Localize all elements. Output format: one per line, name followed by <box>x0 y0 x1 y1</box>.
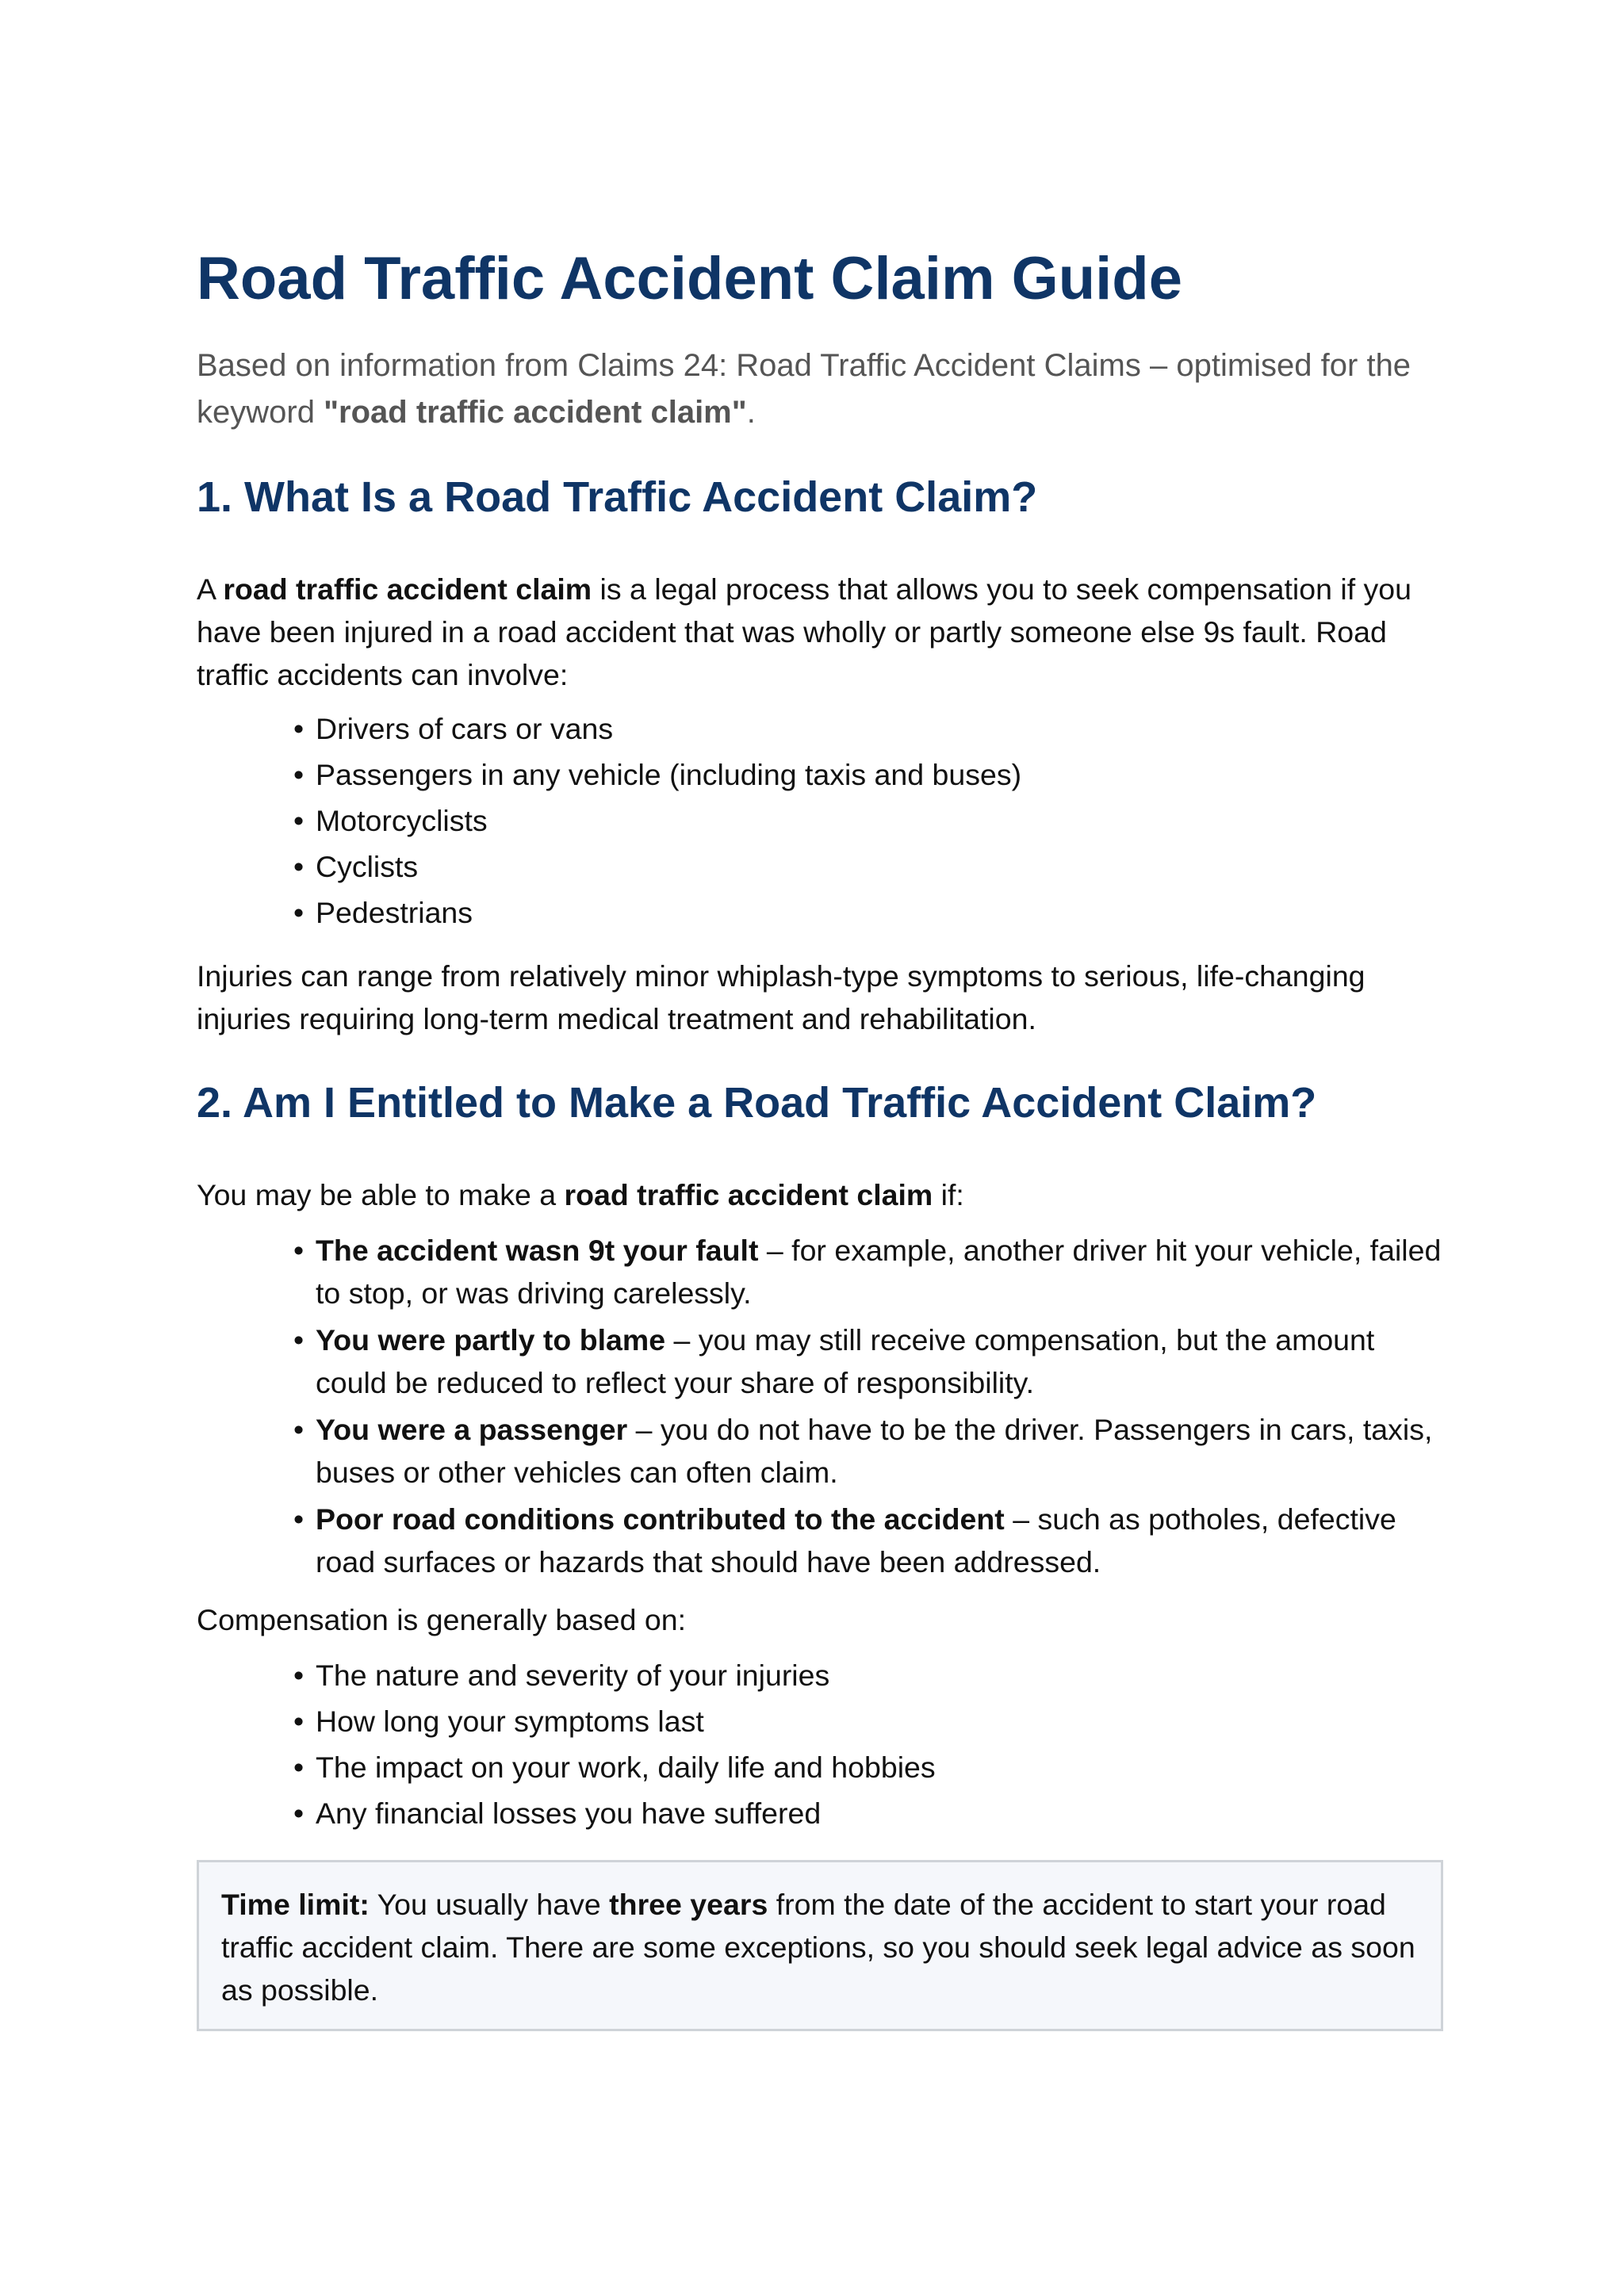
entitlement-criteria-list <box>293 1229 1443 1587</box>
time-limit-note <box>197 1860 1443 2031</box>
section2-intro-rest: if: <box>933 1178 964 1211</box>
section1-outro: Injuries can range from relatively minor whiplash-type symptoms to serious, life-changing injuries requiring long-term medical treatment and rehabilitation. <box>197 959 1365 1035</box>
criterion-text: – you may still receive compensation, but the amount could be reduced to reflect your share of responsibility. <box>316 1323 1375 1399</box>
section2-intro <box>197 1173 1443 1216</box>
list-item <box>293 1318 1443 1404</box>
section2-intro-keyword: road traffic accident claim <box>564 1178 933 1211</box>
compensation-factors-list <box>293 1654 1443 1838</box>
criterion-title: You were partly to blame <box>316 1323 666 1357</box>
time-limit-text-2: from the date of the accident to start your road traffic accident claim. There are some exceptions, so you should seek legal advice as soon as possible. <box>221 1888 1415 2007</box>
subtitle-keyword: "road traffic accident claim" <box>324 395 747 430</box>
criterion-title: You were a passenger <box>316 1413 628 1446</box>
time-limit-duration: three years <box>609 1888 768 1921</box>
list-item <box>293 1498 1443 1583</box>
section2-intro-start: You may be able to make a <box>197 1178 565 1211</box>
list-item: • How long your symptoms last <box>293 1700 1443 1743</box>
list-item: • Drivers of cars or vans <box>293 707 1443 750</box>
criterion-title: Poor road conditions contributed to the accident <box>316 1502 1005 1536</box>
criterion-title: The accident wasn 9t your fault <box>316 1234 759 1267</box>
section2-heading: 2. Am I Entitled to Make a Road Traffic Accident Claim? <box>197 1079 1317 1127</box>
criterion-text: – you do not have to be the driver. Passengers in cars, taxis, buses or other vehicles can often claim. <box>316 1413 1433 1489</box>
section1-intro-rest: is a legal process that allows you to seek compensation if you have been injured in a road accident that was wholly or partly someone else 9s fault. Road traffic accidents can involve: <box>197 572 1412 691</box>
section1-heading: 1. What Is a Road Traffic Accident Claim? <box>197 473 1038 521</box>
subtitle-text: Based on information from Claims 24: Road Traffic Accident Claims – optimised for the keyword <box>197 348 1411 430</box>
section1-intro <box>197 568 1443 696</box>
list-item: • Passengers in any vehicle (including taxis and buses) <box>293 753 1443 796</box>
compensation-intro: Compensation is generally based on: <box>197 1603 687 1636</box>
involved-parties-list <box>293 707 1443 937</box>
page-title: Road Traffic Accident Claim Guide <box>197 245 1182 312</box>
list-item: • Motorcyclists <box>293 799 1443 842</box>
time-limit-label: Time limit: <box>221 1888 370 1921</box>
criterion-text: – for example, another driver hit your vehicle, failed to stop, or was driving carelessly. <box>316 1234 1442 1310</box>
subtitle <box>197 342 1443 436</box>
list-item: • The nature and severity of your injuries <box>293 1654 1443 1697</box>
list-item: • The impact on your work, daily life and hobbies <box>293 1746 1443 1789</box>
criterion-text: – such as potholes, defective road surfaces or hazards that should have been addressed. <box>316 1502 1396 1578</box>
subtitle-end: . <box>746 395 756 430</box>
time-limit-text-1: You usually have <box>369 1888 610 1921</box>
list-item <box>293 1408 1443 1494</box>
section1-intro-start: A <box>197 572 224 606</box>
list-item: • Any financial losses you have suffered <box>293 1792 1443 1835</box>
list-item: • Pedestrians <box>293 891 1443 934</box>
section1-intro-keyword: road traffic accident claim <box>223 572 592 606</box>
list-item: • Cyclists <box>293 845 1443 888</box>
time-limit-text <box>221 1883 1419 2011</box>
list-item <box>293 1229 1443 1314</box>
